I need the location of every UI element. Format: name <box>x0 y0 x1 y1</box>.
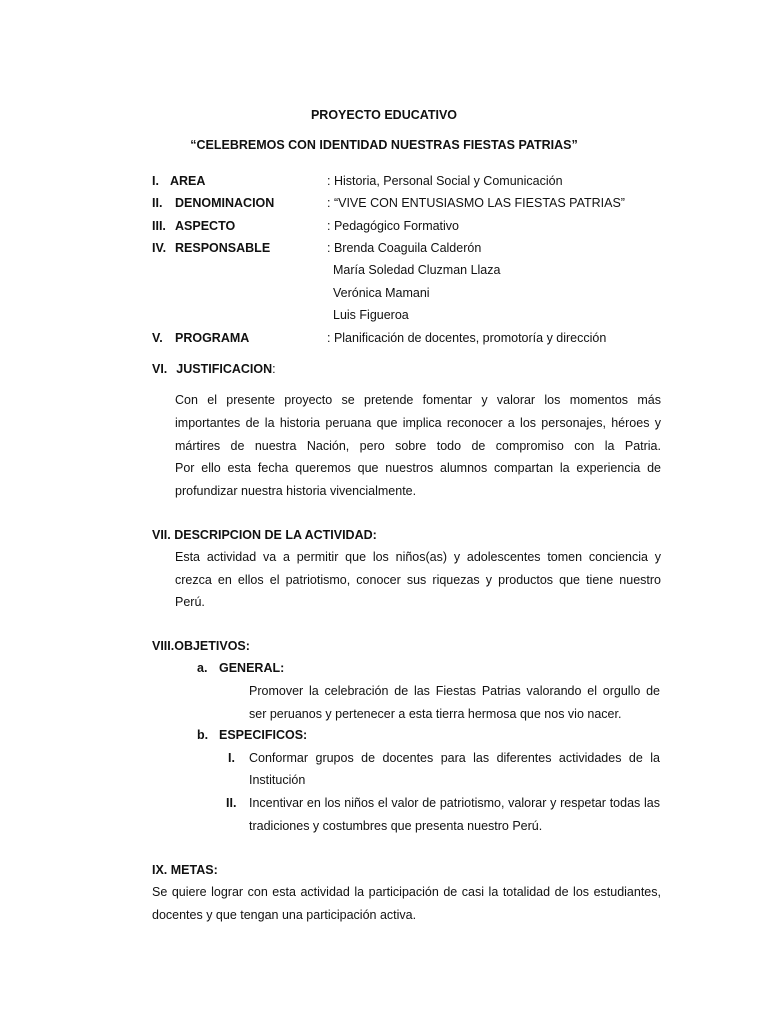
field-denominacion-label: DENOMINACION <box>175 196 275 210</box>
especifico-line: Incentivar en los niños el valor de patriotismo, valorar y respetar todas las <box>249 796 660 810</box>
metas-line: docentes y que tengan una participación activa. <box>152 908 417 922</box>
field-area-label: AREA <box>170 174 206 188</box>
justificacion-line: importantes de la historia peruana que implica reconocer a los personajes, héroes y <box>175 416 661 430</box>
field-aspecto-num: III. <box>152 219 166 233</box>
metas-heading: IX. METAS: <box>152 863 218 877</box>
responsable-name: María Soledad Cluzman Llaza <box>333 263 501 277</box>
especifico-num: II. <box>226 796 237 810</box>
justificacion-line: Por ello esta fecha queremos que nuestros alumnos compartan la experiencia de <box>175 461 661 475</box>
objetivo-especificos-label: ESPECIFICOS: <box>219 728 308 742</box>
metas-line: Se quiere lograr con esta actividad la participación de casi la totalidad de los estudiantes, <box>152 885 661 899</box>
objetivo-general-line: ser peruanos y pertenecer a esta tierra hermosa que nos vio nacer. <box>249 707 622 721</box>
field-aspecto-value: : Pedagógico Formativo <box>327 219 460 233</box>
field-responsable-label: RESPONSABLE <box>175 241 271 255</box>
especifico-line: tradiciones y costumbres que presenta nuestro Perú. <box>249 819 543 833</box>
objetivo-general-letter: a. <box>197 661 208 675</box>
objetivo-general-line: Promover la celebración de las Fiestas Patrias valorando el orgullo de <box>249 684 660 698</box>
justificacion-heading-label: JUSTIFICACION <box>176 362 273 376</box>
field-area-value: : Historia, Personal Social y Comunicación <box>327 174 563 188</box>
especifico-line: Institución <box>249 773 306 787</box>
objetivo-especificos-letter: b. <box>197 728 209 742</box>
field-area-num: I. <box>152 174 159 188</box>
field-denominacion-num: II. <box>152 196 163 210</box>
field-programa-num: V. <box>152 331 163 345</box>
document-title: PROYECTO EDUCATIVO <box>310 108 458 122</box>
justificacion-line: Con el presente proyecto se pretende fomentar y valorar los momentos más <box>175 393 661 407</box>
field-programa-value: : Planificación de docentes, promotoría y dirección <box>327 331 607 345</box>
justificacion-heading <box>152 362 276 376</box>
justificacion-heading-colon: : <box>272 362 276 376</box>
responsable-name: Verónica Mamani <box>333 286 430 300</box>
especifico-num: I. <box>228 751 235 765</box>
justificacion-line: mártires de nuestra Nación, pero sobre todo de compromiso con la Patria. <box>175 439 661 453</box>
descripcion-heading: VII. DESCRIPCION DE LA ACTIVIDAD: <box>152 528 377 542</box>
descripcion-line: crezca en ellos el patriotismo, conocer sus riquezas y productos que tiene nuestro <box>175 573 661 587</box>
field-responsable-num: IV. <box>152 241 167 255</box>
document-subtitle: “CELEBREMOS CON IDENTIDAD NUESTRAS FIESTAS PATRIAS” <box>190 138 578 152</box>
descripcion-line: Perú. <box>175 595 205 609</box>
descripcion-line: Esta actividad va a permitir que los niños(as) y adolescentes tomen conciencia y <box>175 550 661 564</box>
responsable-name: Luis Figueroa <box>333 308 409 322</box>
field-responsable-value: : Brenda Coaguila Calderón <box>327 241 482 255</box>
objetivos-heading: VIII.OBJETIVOS: <box>152 639 250 653</box>
field-aspecto-label: ASPECTO <box>175 219 236 233</box>
objetivo-general-label: GENERAL: <box>219 661 285 675</box>
justificacion-heading-num: VI. <box>152 362 168 376</box>
field-denominacion-value: : “VIVE CON ENTUSIASMO LAS FIESTAS PATRIAS” <box>327 196 625 210</box>
field-programa-label: PROGRAMA <box>175 331 250 345</box>
justificacion-line: profundizar nuestra historia vivencialmente. <box>175 484 417 498</box>
especifico-line: Conformar grupos de docentes para las diferentes actividades de la <box>249 751 660 765</box>
